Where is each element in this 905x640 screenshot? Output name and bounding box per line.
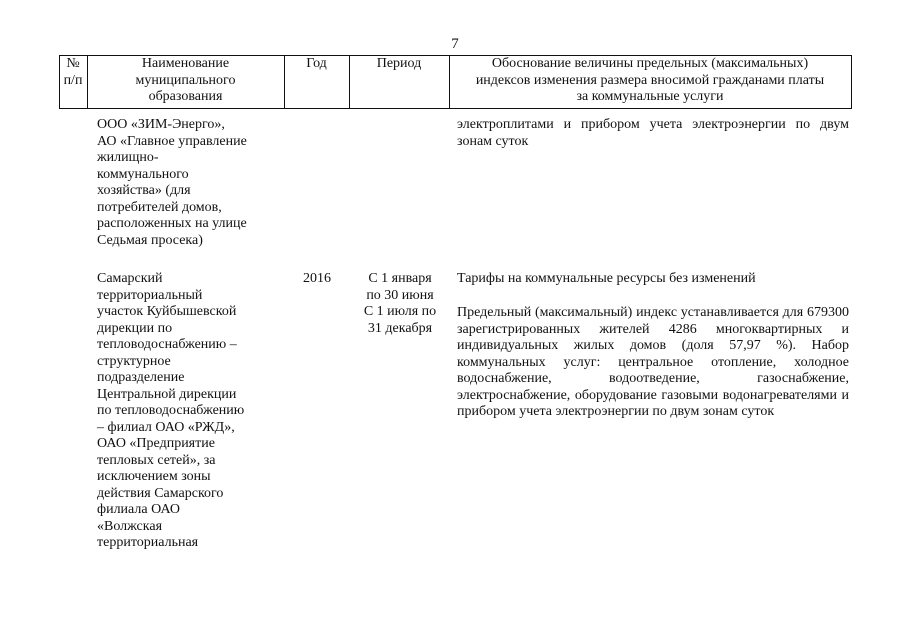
header-bottom-border <box>59 108 852 109</box>
column-border <box>851 55 852 108</box>
row-2-justification-heading: Тарифы на коммунальные ресурсы без изменений <box>457 271 756 286</box>
header-year: Год <box>306 56 327 71</box>
row-1-justification: электроплитами и прибором учета электроэнергии по двум зонам суток <box>457 117 849 149</box>
row-2-justification-body: Предельный (максимальный) индекс устанавливается для 679300 зарегистрированных жителей 4286 многоквартирных и индивидуальных жилых домов (доля 57,97 %). Набор коммунальных услуг: центральное отопление, холодное водоснабжение, водоотведение, газоснабжение, электроснабжение, оборудование газовыми водонагревателями и прибором учета электроэнергии по двум зонам суток <box>457 305 849 419</box>
header-num: № п/п <box>63 56 83 88</box>
page-number: 7 <box>451 36 459 52</box>
row-2-period: С 1 января по 30 июня С 1 июля по 31 декабря <box>363 271 437 336</box>
row-2-year: 2016 <box>303 271 331 286</box>
header-period: Период <box>376 56 422 71</box>
row-2-municipality: Самарский территориальный участок Куйбышевской дирекции по тепловодоснабжению – структурное подразделение Центральной дирекции по тепловодоснабжению – филиал ОАО «РЖД», ОАО «Предприятие тепловых сетей», за исключением зоны действия Самарского филиала ОАО «Волжская территориальная <box>97 271 245 550</box>
row-1-municipality: ООО «ЗИМ-Энерго», АО «Главное управление жилищно- коммунального хозяйства» (для потребителей домов, расположенных на улице Седьмая просека) <box>97 117 247 248</box>
header-municipality: Наименование муниципального образования <box>135 56 236 104</box>
header-justification: Обоснование величины предельных (максимальных) индексов изменения размера вносимой гражданами платы за коммунальные услуги <box>475 56 825 104</box>
